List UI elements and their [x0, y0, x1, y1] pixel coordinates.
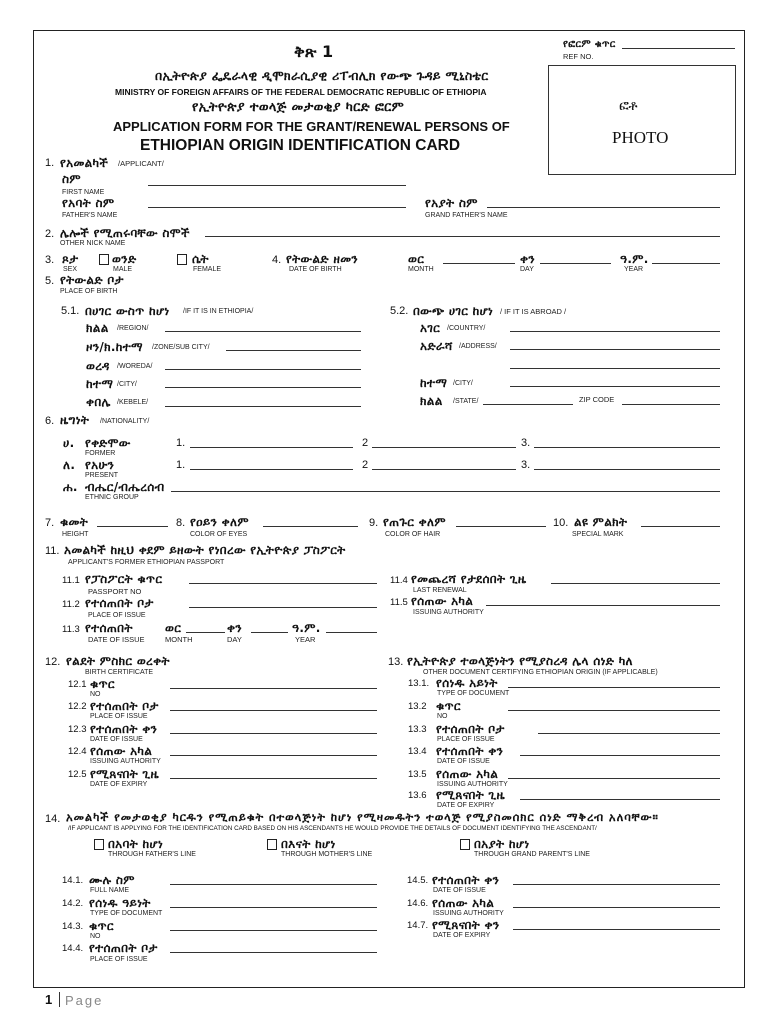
title-line1: APPLICATION FORM FOR THE GRANT/RENEWAL PERSONS OF — [113, 119, 510, 134]
s12-item-num: 12.3 — [68, 724, 87, 735]
title-line2: ETHIOPIAN ORIGIN IDENTIFICATION CARD — [140, 137, 461, 154]
doc-date-field[interactable] — [520, 755, 720, 756]
passport-month-field[interactable] — [186, 632, 225, 633]
bc-date-field[interactable] — [170, 733, 377, 734]
s6-am: ዜግነት — [60, 413, 90, 427]
mother-line-am: በእናት ከሆነ — [281, 837, 336, 851]
gparent-line-am: በአያት ከሆነ — [474, 837, 530, 851]
city2-en: /CITY/ — [453, 380, 473, 387]
father-en: FATHER'S NAME — [62, 212, 118, 219]
p3-month-am: ወር — [165, 621, 182, 635]
first-name-field[interactable] — [148, 185, 406, 186]
p3-am: የተሰጠበት — [85, 621, 133, 635]
dob-month-am: ወር — [408, 252, 425, 266]
s13-item-num: 13.1. — [408, 678, 430, 689]
s14-item-num: 14.3. — [62, 921, 84, 932]
s12-item-num: 12.4 — [68, 746, 87, 757]
s2-am: ሌሎች የሚጠሩባቸው ስሞች — [60, 226, 190, 240]
s12-item-en: PLACE OF ISSUE — [90, 713, 148, 720]
s14-item-en: NO — [90, 933, 101, 940]
passport-place-field[interactable] — [189, 607, 377, 608]
s12-item-num: 12.5 — [68, 769, 87, 780]
kebele-field[interactable] — [165, 406, 361, 407]
doc-no-field[interactable] — [508, 710, 720, 711]
dob-month-en: MONTH — [408, 266, 434, 273]
city-en: /CITY/ — [117, 381, 137, 388]
region-en: /REGION/ — [117, 325, 149, 332]
dob-year-field[interactable] — [652, 263, 720, 264]
ministry-en: MINISTRY OF FOREIGN AFFAIRS OF THE FEDERAL DEMOCRATIC REPUBLIC OF ETHIOPIA — [115, 87, 487, 97]
p4-en: LAST RENEWAL — [413, 587, 467, 594]
passport-no-field[interactable] — [189, 583, 377, 584]
s13-item-am: የሚጸናበት ጊዜ — [436, 788, 505, 802]
p2-am: የተሰጠበት ቦታ — [85, 596, 154, 610]
present-nat-3[interactable] — [534, 469, 720, 470]
hair-field[interactable] — [456, 526, 546, 527]
s5-en: PLACE OF BIRTH — [60, 288, 118, 295]
asc-expiry-field[interactable] — [513, 929, 720, 930]
p3-en: DATE OF ISSUE — [88, 635, 145, 644]
s12-item-en: DATE OF EXPIRY — [90, 781, 148, 788]
s52-am: በውጭ ሀገር ከሆነ — [413, 304, 494, 318]
father-am: የአባት ስም — [62, 196, 115, 210]
s13-item-am: ቁጥር — [436, 699, 461, 713]
s12-item-en: ISSUING AUTHORITY — [90, 758, 161, 765]
s14-item-en: PLACE OF ISSUE — [90, 956, 148, 963]
p1-num: 11.1 — [62, 575, 80, 586]
address-am: አድራሻ — [420, 339, 453, 353]
s3-am: ጾታ — [62, 252, 79, 266]
p3-year-en: YEAR — [295, 635, 316, 644]
state-field[interactable] — [483, 404, 573, 405]
gfather-en: GRAND FATHER'S NAME — [425, 212, 508, 219]
photo-box[interactable] — [548, 65, 736, 175]
present-n3: 3. — [521, 459, 531, 471]
asc-authority-field[interactable] — [513, 907, 720, 908]
kebele-en: /KEBELE/ — [117, 399, 149, 406]
s52-en: / IF IT IS ABROAD / — [500, 307, 567, 316]
footer-divider — [59, 992, 60, 1007]
s5-num: 5. — [45, 275, 55, 287]
s52-num: 5.2. — [390, 305, 409, 317]
city2-field[interactable] — [510, 386, 720, 387]
height-en: HEIGHT — [62, 531, 89, 538]
s13-item-am: የሰጠው አካል — [436, 767, 499, 781]
s3-num: 3. — [45, 254, 55, 266]
asc-place-field[interactable] — [170, 952, 377, 953]
mark-am: ልዩ ምልክት — [574, 515, 628, 529]
female-am: ሴት — [192, 252, 209, 266]
mother-line-checkbox[interactable] — [267, 839, 277, 850]
woreda-am: ወረዳ — [86, 359, 110, 373]
bc-place-field[interactable] — [170, 710, 377, 711]
s13-item-am: የተሰጠበት ቀን — [436, 744, 504, 758]
s13-item-en: DATE OF ISSUE — [437, 758, 490, 765]
doc-type-field[interactable] — [508, 687, 720, 688]
page-label: Page — [65, 993, 104, 1008]
s14-num: 14. — [45, 813, 61, 825]
present-n1: 1. — [176, 459, 186, 471]
state-en: /STATE/ — [453, 398, 479, 405]
s1-num: 1. — [45, 157, 55, 169]
present-nat-2[interactable] — [372, 469, 516, 470]
female-en: FEMALE — [193, 266, 222, 273]
p5-am: የሰጠው አካል — [411, 594, 474, 608]
father-line-en: THROUGH FATHER'S LINE — [108, 851, 196, 858]
eyes-en: COLOR OF EYES — [190, 531, 248, 538]
s13-en: OTHER DOCUMENT CERTIFYING ETHIOPIAN ORIGIN (IF APPLICABLE) — [423, 669, 658, 676]
former-n2: 2 — [362, 437, 369, 449]
dob-day-am: ቀን — [520, 252, 535, 266]
gfather-am: የአያት ስም — [425, 196, 478, 210]
asc-no-field[interactable] — [170, 930, 377, 931]
present-en: PRESENT — [85, 472, 119, 479]
gparent-line-checkbox[interactable] — [460, 839, 470, 850]
s13-item-en: NO — [437, 713, 448, 720]
s12-item-en: DATE OF ISSUE — [90, 736, 143, 743]
s13-item-num: 13.3 — [408, 724, 427, 735]
zone-am: ዞን/ክ.ከተማ — [86, 340, 143, 354]
address-field[interactable] — [510, 349, 720, 350]
s2-num: 2. — [45, 228, 55, 240]
male-am: ወንድ — [112, 252, 137, 266]
male-en: MALE — [113, 266, 133, 273]
s14-item-am: ቁጥር — [89, 919, 114, 933]
s14-item-num: 14.4. — [62, 943, 84, 954]
s14-en: /IF APPLICANT IS APPLYING FOR THE IDENTIFICATION CARD BASED ON HIS ASCENDANTS HE WOULD PROVIDE THE DETAILS OF DOCUMENT IDENTIFYING THE ASCENDANT/ — [68, 825, 597, 832]
female-checkbox[interactable] — [177, 254, 187, 265]
dob-year-en: YEAR — [624, 266, 644, 273]
height-am: ቁመት — [60, 515, 89, 529]
doc-place-field[interactable] — [538, 733, 720, 734]
country-field[interactable] — [510, 331, 720, 332]
s12-am: የልደት ምስክር ወረቀት — [66, 654, 170, 668]
male-checkbox[interactable] — [99, 254, 109, 265]
bc-authority-field[interactable] — [170, 755, 377, 756]
photo-am: ፎቶ — [619, 98, 638, 114]
card-title-am: የኢትዮጵያ ተወላጅ መታወቂያ ካርድ ፎርም — [192, 100, 405, 115]
s11-en: APPLICANT'S FORMER ETHIOPIAN PASSPORT — [68, 559, 225, 566]
s12-item-am: የሰጠው አካል — [90, 744, 153, 758]
s14-am: አመልካች የመታወቂያ ካርዱን የሚጠይቁት በተወላጅነት ከሆነ የሚዛመዱትን ተወላጅ የሚያስመሰክር ሰነድ ማቅረብ አለባቸው። — [66, 810, 659, 824]
s14-item-en: TYPE OF DOCUMENT — [90, 910, 163, 917]
state-am: ክልል — [420, 394, 443, 408]
s4-en: DATE OF BIRTH — [289, 266, 342, 273]
s14-item-num: 14.5. — [407, 875, 429, 886]
woreda-field[interactable] — [165, 369, 361, 370]
asc-doctype-field[interactable] — [170, 907, 377, 908]
city-field[interactable] — [165, 387, 361, 388]
nickname-field[interactable] — [205, 236, 720, 237]
s14-item-en: DATE OF ISSUE — [433, 887, 486, 894]
photo-en: PHOTO — [612, 128, 669, 147]
last-renewal-field[interactable] — [551, 583, 720, 584]
asc-fullname-field[interactable] — [170, 884, 377, 885]
p2-en: PLACE OF ISSUE — [88, 612, 146, 619]
ref-label-am: የፎርም ቁጥር — [563, 39, 616, 50]
s14-item-am: የሰነዱ ዓይነት — [89, 896, 151, 910]
former-en: FORMER — [85, 450, 116, 457]
ref-field[interactable] — [622, 48, 735, 49]
s6-num: 6. — [45, 415, 55, 427]
doc-authority-field[interactable] — [508, 778, 720, 779]
p5-num: 11.5 — [390, 597, 408, 608]
s13-item-num: 13.6 — [408, 790, 427, 801]
eyes-field[interactable] — [263, 526, 358, 527]
s51-am: በሀገር ውስጥ ከሆነ — [85, 304, 170, 318]
page-number: 1 — [45, 992, 53, 1007]
former-nat-3[interactable] — [534, 447, 720, 448]
hair-num: 9. — [369, 517, 379, 529]
s12-item-am: የሚጸናበት ጊዜ — [90, 767, 159, 781]
zip-field[interactable] — [622, 404, 720, 405]
father-line-am: በአባት ከሆነ — [108, 837, 164, 851]
s14-item-am: ሙሉ ስም — [89, 873, 135, 887]
s13-am: የኢትዮጵያ ተወላጅነትን የሚያስረዳ ሌላ ሰነድ ካለ — [407, 654, 633, 668]
s14-item-num: 14.2. — [62, 898, 84, 909]
present-letter: ለ. — [63, 458, 76, 472]
former-nat-1[interactable] — [190, 447, 353, 448]
zip-en: ZIP CODE — [579, 395, 615, 404]
s14-item-en: FULL NAME — [90, 887, 130, 894]
s1-en: /APPLICANT/ — [118, 159, 164, 168]
mark-en: SPECIAL MARK — [572, 531, 624, 538]
s13-item-en: PLACE OF ISSUE — [437, 736, 495, 743]
s13-num: 13. — [388, 656, 404, 668]
bc-no-field[interactable] — [170, 688, 377, 689]
ethnic-field[interactable] — [171, 491, 720, 492]
name-am: ስም — [62, 172, 81, 186]
p3-day-am: ቀን — [227, 621, 242, 635]
s13-item-am: የሰነዱ አይነት — [436, 676, 498, 690]
s14-item-num: 14.1. — [62, 875, 84, 886]
name-en: FIRST NAME — [62, 189, 105, 196]
country-am: አገር — [420, 321, 441, 335]
eyes-num: 8. — [176, 517, 186, 529]
hair-am: የጠጉር ቀለም — [383, 515, 446, 529]
passport-authority-field[interactable] — [486, 605, 720, 606]
dob-day-field[interactable] — [540, 263, 611, 264]
form-number: ቅጽ 1 — [294, 42, 334, 61]
s14-item-am: የተሰጠበት ቦታ — [89, 941, 158, 955]
present-n2: 2 — [362, 459, 369, 471]
hair-en: COLOR OF HAIR — [385, 531, 441, 538]
address-en: /ADDRESS/ — [459, 343, 497, 350]
s12-item-am: የተሰጠበት ቀን — [90, 722, 158, 736]
s6-en: /NATIONALITY/ — [100, 418, 150, 425]
p5-en: ISSUING AUTHORITY — [413, 609, 484, 616]
bc-expiry-field[interactable] — [170, 778, 377, 779]
height-field[interactable] — [97, 526, 168, 527]
s3-en: SEX — [63, 266, 78, 273]
ref-label-en: REF NO. — [563, 52, 594, 61]
zone-en: /ZONE/SUB CITY/ — [152, 344, 210, 351]
dob-day-en: DAY — [520, 266, 534, 273]
s13-item-num: 13.5 — [408, 769, 427, 780]
city2-am: ከተማ — [420, 376, 448, 390]
former-am: የቀድሞው — [85, 436, 131, 450]
dob-month-field[interactable] — [443, 263, 515, 264]
zone-field[interactable] — [226, 350, 361, 351]
passport-year-field[interactable] — [326, 632, 377, 633]
former-nat-2[interactable] — [372, 447, 516, 448]
s12-num: 12. — [45, 656, 61, 668]
gparent-line-en: THROUGH GRAND PARENT'S LINE — [474, 851, 590, 858]
s1-am: የአመልካች — [60, 156, 109, 170]
doc-expiry-field[interactable] — [520, 799, 720, 800]
s12-item-num: 12.2 — [68, 701, 87, 712]
father-name-field[interactable] — [148, 207, 406, 208]
address-field-2[interactable] — [510, 368, 720, 369]
p1-en: PASSPORT NO — [88, 587, 142, 596]
p3-num: 11.3 — [62, 624, 80, 635]
height-num: 7. — [45, 517, 55, 529]
s12-en: BIRTH CERTIFICATE — [85, 669, 154, 676]
ministry-am: በኢትዮጵያ ፌዴራላዊ ዲሞክራሲያዊ ሪፐብሊክ የውጭ ጉዳይ ሚኒስቴር — [155, 68, 489, 83]
s51-num: 5.1. — [61, 305, 80, 317]
former-n3: 3. — [521, 437, 531, 449]
asc-date-issue-field[interactable] — [513, 884, 720, 885]
p4-am: የመጨረሻ የታደሰበት ጊዜ — [411, 572, 527, 586]
s13-item-num: 13.4 — [408, 746, 427, 757]
ethnic-en: ETHNIC GROUP — [85, 494, 139, 501]
s14-item-am: የሰጠው አካል — [432, 896, 495, 910]
ethnic-am: ብሔር/ብሔረሰብ — [85, 480, 165, 494]
former-n1: 1. — [176, 437, 186, 449]
mark-field[interactable] — [641, 526, 720, 527]
s12-item-am: የተሰጠበት ቦታ — [90, 699, 159, 713]
s12-item-num: 12.1 — [68, 679, 87, 690]
s4-num: 4. — [272, 254, 282, 266]
s14-item-en: DATE OF EXPIRY — [433, 932, 491, 939]
s14-item-num: 14.6. — [407, 898, 429, 909]
region-field[interactable] — [165, 331, 361, 332]
s13-item-en: ISSUING AUTHORITY — [437, 781, 508, 788]
s51-en: /IF IT IS IN ETHIOPIA/ — [183, 308, 254, 315]
region-am: ክልል — [86, 321, 109, 335]
present-nat-1[interactable] — [190, 469, 353, 470]
p3-month-en: MONTH — [165, 635, 193, 644]
p3-year-am: ዓ.ም. — [292, 621, 321, 635]
gfather-name-field[interactable] — [487, 207, 720, 208]
city-am: ከተማ — [86, 377, 114, 391]
passport-day-field[interactable] — [251, 632, 288, 633]
p1-am: የፓስፖርት ቁጥር — [85, 572, 163, 586]
s13-item-en: DATE OF EXPIRY — [437, 802, 495, 809]
former-letter: ሀ. — [63, 436, 75, 450]
kebele-am: ቀበሌ — [86, 395, 111, 409]
s11-num: 11. — [45, 545, 60, 557]
s13-item-num: 13.2 — [408, 701, 427, 712]
country-en: /COUNTRY/ — [447, 325, 486, 332]
eyes-am: የዐይን ቀለም — [190, 515, 249, 529]
s14-item-am: የሚጸናበት ቀን — [432, 918, 500, 932]
s12-item-am: ቁጥር — [90, 677, 115, 691]
s12-item-en: NO — [90, 691, 101, 698]
p3-day-en: DAY — [227, 635, 242, 644]
s13-item-am: የተሰጠበት ቦታ — [436, 722, 505, 736]
s4-am: የትውልድ ዘመን — [286, 252, 358, 266]
s2-en: OTHER NICK NAME — [60, 240, 126, 247]
s11-am: አመልካች ከዚህ ቀደም ይዘውት የነበረው የኢትዮጵያ ፓስፖርት — [64, 543, 346, 557]
father-line-checkbox[interactable] — [94, 839, 104, 850]
s5-am: የትውልድ ቦታ — [60, 273, 124, 287]
ethnic-letter: ሐ. — [63, 480, 78, 494]
p4-num: 11.4 — [390, 575, 408, 586]
present-am: የአሁን — [85, 458, 115, 472]
p2-num: 11.2 — [62, 599, 80, 610]
mother-line-en: THROUGH MOTHER'S LINE — [281, 851, 373, 858]
s14-item-num: 14.7. — [407, 920, 429, 931]
s14-item-en: ISSUING AUTHORITY — [433, 910, 504, 917]
dob-year-am: ዓ.ም. — [620, 252, 649, 266]
mark-num: 10. — [553, 517, 569, 529]
s13-item-en: TYPE OF DOCUMENT — [437, 690, 510, 697]
woreda-en: /WOREDA/ — [117, 363, 153, 370]
s14-item-am: የተሰጠበት ቀን — [432, 873, 500, 887]
